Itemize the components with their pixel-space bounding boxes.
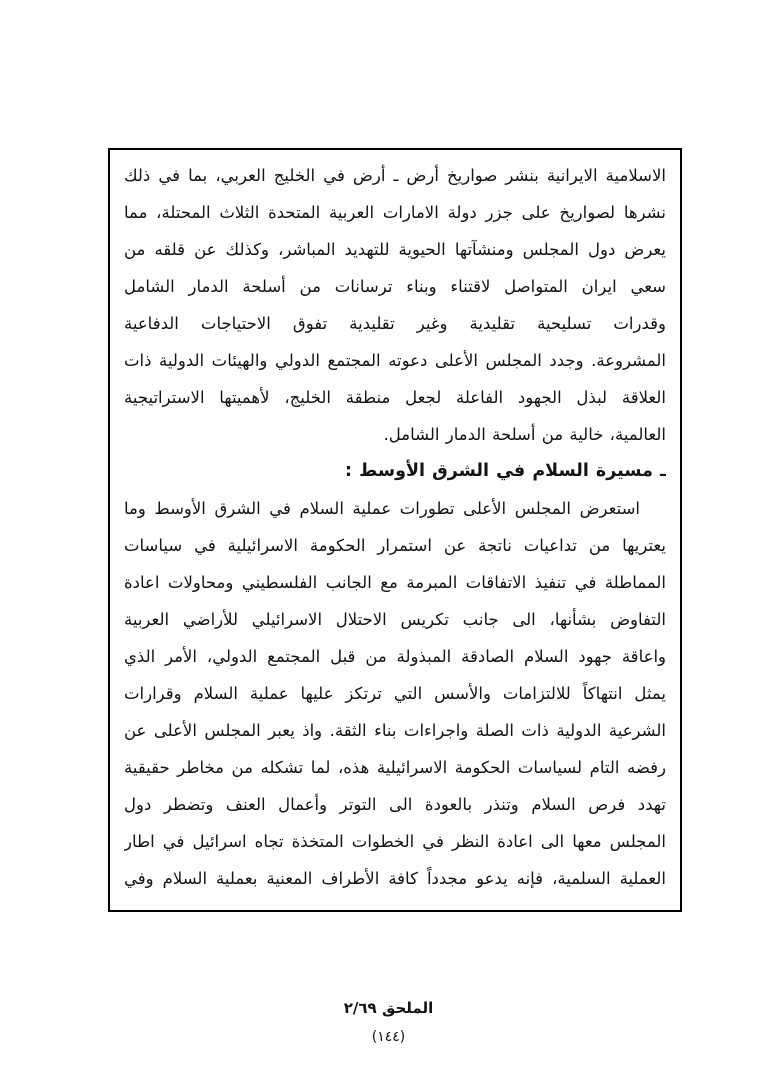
footer-annex-row	[0, 998, 777, 1017]
text-line: المجلس معها الى اعادة النظر في الخطوات المتخذة تجاه اسرائيل في اطار	[124, 832, 666, 851]
text-line: نشرها لصواريخ على جزر دولة الامارات العربية المتحدة الثلاث المحتلة، مما	[124, 203, 666, 222]
text-line: سعي ايران المتواصل لاقتناء وبناء ترسانات من أسلحة الدمار الشامل	[124, 277, 666, 296]
text-line: تهدد فرص السلام وتنذر بالعودة الى التوتر وأعمال العنف وتضطر دول	[124, 795, 666, 814]
footer-page-number-row	[0, 1026, 777, 1045]
text-line: المماطلة في تنفيذ الاتفاقات المبرمة مع الجانب الفلسطيني ومحاولات اعادة	[124, 573, 666, 592]
text-line: العالمية، خالية من أسلحة الدمار الشامل.	[383, 425, 666, 444]
text-line: المشروعة. وجدد المجلس الأعلى دعوته المجتمع الدولي والهيئات الدولية ذات	[124, 351, 666, 370]
text-line: استعرض المجلس الأعلى تطورات عملية السلام في الشرق الأوسط وما	[124, 499, 640, 518]
text-line: وقدرات تسليحية تقليدية وغير تقليدية تفوق الاحتياجات الدفاعية	[124, 314, 666, 333]
text-line: واعاقة جهود السلام الصادقة المبذولة من قبل المجتمع الدولي، الأمر الذي	[124, 647, 666, 666]
text-line: العملية السلمية، فإنه يدعو مجدداً كافة الأطراف المعنية بعملية السلام وفي	[124, 869, 666, 888]
text-line: التفاوض بشأنها، الى جانب تكريس الاحتلال الاسرائيلي للأراضي العربية	[124, 610, 666, 629]
text-border-frame	[108, 148, 682, 912]
page-number: (١٤٤)	[371, 1029, 406, 1045]
text-line: العلاقة لبذل الجهود الفاعلة لجعل منطقة الخليج، لأهميتها الاستراتيجية	[124, 388, 666, 407]
text-line: الشرعية الدولية ذات الصلة واجراءات بناء الثقة. واذ يعبر المجلس الأعلى عن	[124, 721, 666, 740]
text-line: يعرض دول المجلس ومنشآتها الحيوية للتهديد المباشر، وكذلك عن قلقه من	[124, 240, 666, 259]
section-heading: ـ مسيرة السلام في الشرق الأوسط :	[345, 461, 666, 481]
text-line: يعتريها من تداعيات ناتجة عن استمرار الحكومة الاسرائيلية في سياسات	[124, 536, 666, 555]
annex-label: الملحق ٢/٦٩	[343, 999, 434, 1017]
text-line: يمثل انتهاكاً للالتزامات والأسس التي ترتكز عليها عملية السلام وقرارات	[124, 684, 666, 703]
text-line: رفضه التام لسياسات الحكومة الاسرائيلية هذه، لما تشكله من مخاطر حقيقية	[124, 758, 666, 777]
text-line: الاسلامية الايرانية بنشر صواريخ أرض ـ أرض في الخليج العربي، بما في ذلك	[124, 166, 666, 185]
